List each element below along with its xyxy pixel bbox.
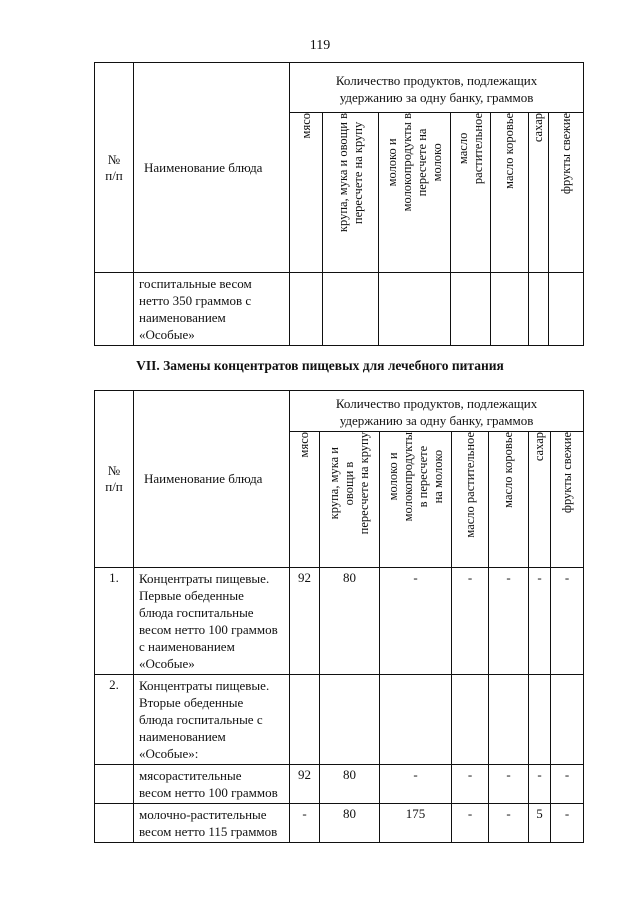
cell-butter: -: [489, 804, 529, 843]
cell-milk: -: [380, 568, 452, 675]
cell-vegetable-oil: -: [452, 765, 489, 804]
row-index: 1.: [95, 568, 134, 675]
cell-vegetable-oil: [451, 273, 491, 346]
row-index: [95, 804, 134, 843]
dish-name: госпитальные весом нетто 350 граммов с наименованием «Особые»: [134, 273, 290, 346]
table-2: [94, 390, 584, 843]
cell-milk: -: [380, 765, 452, 804]
cell-fruit: [551, 675, 584, 765]
num-header: № п/п: [95, 63, 134, 273]
cell-fruit: -: [551, 804, 584, 843]
col-fruit: фрукты свежие: [551, 432, 584, 568]
cell-sugar: [529, 273, 549, 346]
cell-butter: [489, 675, 529, 765]
cell-meat: 92: [290, 568, 320, 675]
col-meat: мясо: [290, 113, 323, 273]
cell-cereal: 80: [320, 765, 380, 804]
row-index: [95, 273, 134, 346]
cell-cereal: 80: [320, 568, 380, 675]
dish-name-header: Наименование блюда: [134, 391, 290, 568]
dish-name: Концентраты пищевые. Первые обеденные блюда госпитальные весом нетто 100 граммов с наименованием «Особые»: [134, 568, 290, 675]
col-milk: молоко и молокопродукты в пересчете на молоко: [379, 113, 451, 273]
table-row: [95, 804, 584, 843]
col-butter: масло коровье: [489, 432, 529, 568]
col-butter: масло коровье: [491, 113, 529, 273]
table-row: [95, 568, 584, 675]
col-meat: мясо: [290, 432, 320, 568]
cell-vegetable-oil: [452, 675, 489, 765]
num-header: № п/п: [95, 391, 134, 568]
row-index: 2.: [95, 675, 134, 765]
col-cereal: крупа, мука и овощи в пересчете на крупу: [320, 432, 380, 568]
dish-name-header: Наименование блюда: [134, 63, 290, 273]
cell-milk: [380, 675, 452, 765]
cell-vegetable-oil: -: [452, 804, 489, 843]
quantity-group-header: Количество продуктов, подлежащих удержанию за одну банку, граммов: [290, 63, 584, 113]
cell-milk: [379, 273, 451, 346]
page-number: 119: [309, 38, 331, 53]
cell-vegetable-oil: -: [452, 568, 489, 675]
cell-cereal: [320, 675, 380, 765]
cell-fruit: -: [551, 765, 584, 804]
table-row: [95, 273, 584, 346]
dish-name: Концентраты пищевые. Вторые обеденные блюда госпитальные с наименованием «Особые»:: [134, 675, 290, 765]
quantity-group-header: Количество продуктов, подлежащих удержанию за одну банку, граммов: [290, 391, 584, 432]
table-1: [94, 62, 584, 346]
table-row: [95, 765, 584, 804]
col-sugar: сахар: [529, 432, 551, 568]
col-vegetable-oil: масло растительное: [452, 432, 489, 568]
section-title: VII. Замены концентратов пищевых для лечебного питания: [136, 358, 504, 373]
cell-meat: [290, 273, 323, 346]
cell-meat: [290, 675, 320, 765]
col-sugar: сахар: [529, 113, 549, 273]
cell-sugar: -: [529, 765, 551, 804]
row-index: [95, 765, 134, 804]
cell-butter: -: [489, 765, 529, 804]
cell-sugar: [529, 675, 551, 765]
cell-meat: -: [290, 804, 320, 843]
cell-butter: -: [489, 568, 529, 675]
dish-name: мясорастительные весом нетто 100 граммов: [134, 765, 290, 804]
cell-milk: 175: [380, 804, 452, 843]
dish-name: молочно-растительные весом нетто 115 граммов: [134, 804, 290, 843]
table-row: [95, 675, 584, 765]
col-cereal: крупа, мука и овощи в пересчете на крупу: [323, 113, 379, 273]
cell-cereal: 80: [320, 804, 380, 843]
col-vegetable-oil: масло растительное: [451, 113, 491, 273]
cell-sugar: -: [529, 568, 551, 675]
cell-cereal: [323, 273, 379, 346]
cell-fruit: -: [551, 568, 584, 675]
col-milk: молоко и молокопродукты в пересчете на молоко: [380, 432, 452, 568]
cell-meat: 92: [290, 765, 320, 804]
cell-sugar: 5: [529, 804, 551, 843]
cell-fruit: [549, 273, 584, 346]
col-fruit: фрукты свежие: [549, 113, 584, 273]
cell-butter: [491, 273, 529, 346]
